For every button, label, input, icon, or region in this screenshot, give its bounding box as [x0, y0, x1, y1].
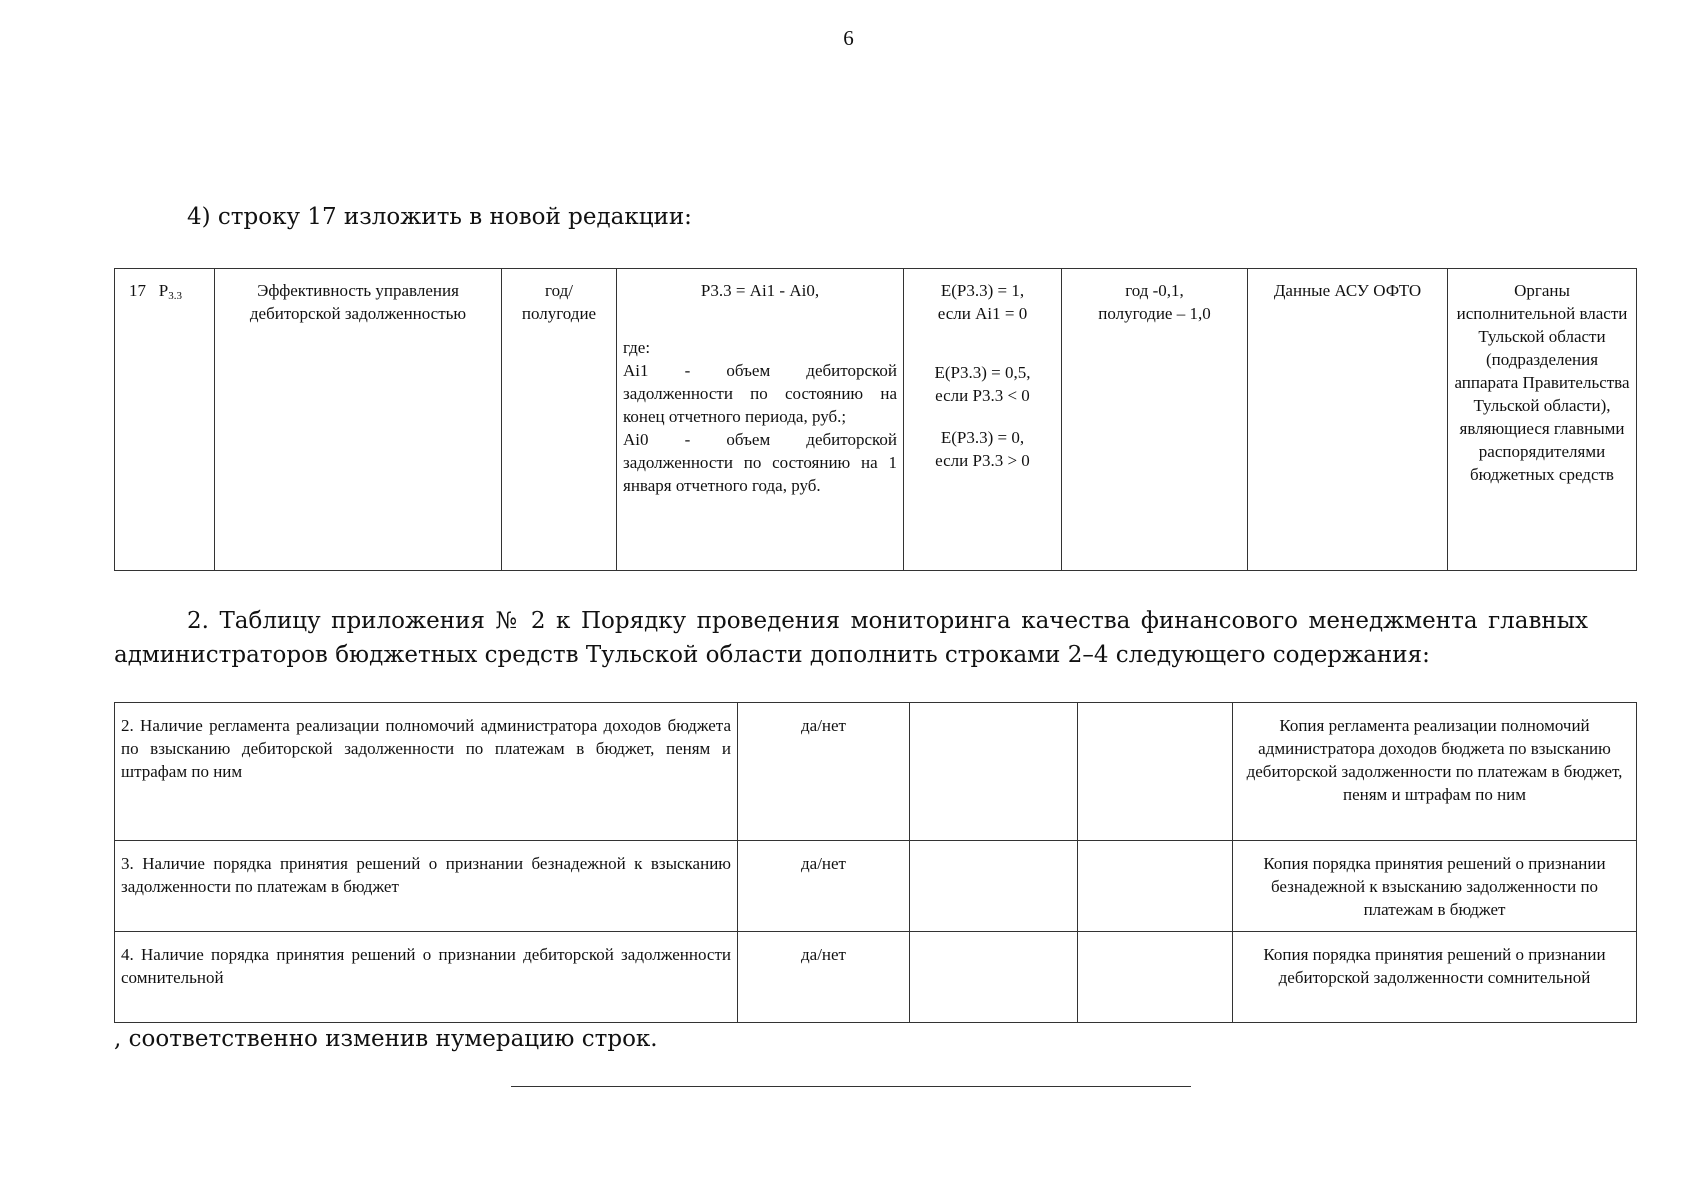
- row-document: Копия регламента реализации полномочий администратора доходов бюджета по взысканию дебиторской задолженности по платежам в бюджет, пеням и штрафам по ним: [1233, 703, 1637, 841]
- evaluation-case-1-value: Е(Р3.3) = 1,: [940, 281, 1025, 300]
- formula-desc-1: Аi1 - объем дебиторской задолженности по состоянию на конец отчетного периода, руб.;: [623, 361, 897, 426]
- formula-cell: [617, 269, 904, 571]
- indicator-name: Эффективность управления дебиторской задолженностью: [215, 269, 502, 571]
- formula-where: где:: [623, 338, 651, 357]
- page-number: 6: [843, 26, 854, 50]
- row-empty-cell: [910, 703, 1078, 841]
- evaluation-case-3-cond: если Р3.3 > 0: [935, 451, 1030, 470]
- evaluation-case-1-cond: если Ai1 = 0: [937, 304, 1028, 323]
- indicator-table-row-17: [114, 268, 1637, 571]
- evaluation-case-2-cond: если Р3.3 < 0: [935, 386, 1030, 405]
- row-empty-cell: [1078, 703, 1233, 841]
- row-empty-cell: [1078, 841, 1233, 932]
- formula-main: Р3.3 = Аi1 - Аi0,: [700, 281, 820, 300]
- evaluation-cell: [904, 269, 1062, 571]
- row-document: Копия порядка принятия решений о признании дебиторской задолженности сомнительной: [1233, 932, 1637, 1023]
- row-empty-cell: [910, 932, 1078, 1023]
- indicator-code: $Р_{3.3}$: [158, 281, 182, 302]
- table-row: [115, 703, 1637, 841]
- row-indicator: 4. Наличие порядка принятия решений о признании дебиторской задолженности сомнительной: [115, 932, 738, 1023]
- indicator-period: год/полугодие: [502, 269, 617, 571]
- row-number-cell: [115, 269, 215, 571]
- row-indicator: 3. Наличие порядка принятия решений о признании безнадежной к взысканию задолженности по платежам в бюджет: [115, 841, 738, 932]
- row-indicator: 2. Наличие регламента реализации полномочий администратора доходов бюджета по взысканию дебиторской задолженности по платежам в бюджет, пеням и штрафам по ним: [115, 703, 738, 841]
- end-divider: [511, 1086, 1191, 1087]
- row-number: 17: [129, 281, 146, 300]
- row-answer: да/нет: [738, 841, 910, 932]
- row-answer: да/нет: [738, 703, 910, 841]
- monitoring-table-rows: [114, 702, 1637, 1023]
- responsible-bodies: Органы исполнительной власти Тульской области (подразделения аппарата Правительства Тульской области), являющиеся главными распорядителями бюджетных средств: [1448, 269, 1637, 571]
- evaluation-case-2-value: Е(Р3.3) = 0,5,: [934, 363, 1031, 382]
- paragraph-2: 2. Таблицу приложения № 2 к Порядку проведения мониторинга качества финансового менеджмента главных администраторов бюджетных средств Тульской области дополнить строками 2–4 следующего содержания:: [114, 608, 1588, 668]
- table-row: [115, 841, 1637, 932]
- row-empty-cell: [1078, 932, 1233, 1023]
- closing-line: , соответственно изменив нумерацию строк.: [114, 1026, 658, 1052]
- evaluation-case-3-value: Е(Р3.3) = 0,: [940, 428, 1025, 447]
- row-empty-cell: [910, 841, 1078, 932]
- table-row: [115, 932, 1637, 1023]
- weight-cell: [1062, 269, 1248, 571]
- data-source: Данные АСУ ОФТО: [1248, 269, 1448, 571]
- intro-line: 4) строку 17 изложить в новой редакции:: [187, 204, 692, 230]
- row-answer: да/нет: [738, 932, 910, 1023]
- weight-year: год -0,1,: [1125, 281, 1184, 300]
- formula-desc-2: Аi0 - объем дебиторской задолженности по состоянию на 1 января отчетного года, руб.: [623, 430, 897, 495]
- weight-halfyear: полугодие – 1,0: [1098, 304, 1211, 323]
- row-document: Копия порядка принятия решений о признании безнадежной к взысканию задолженности по платежам в бюджет: [1233, 841, 1637, 932]
